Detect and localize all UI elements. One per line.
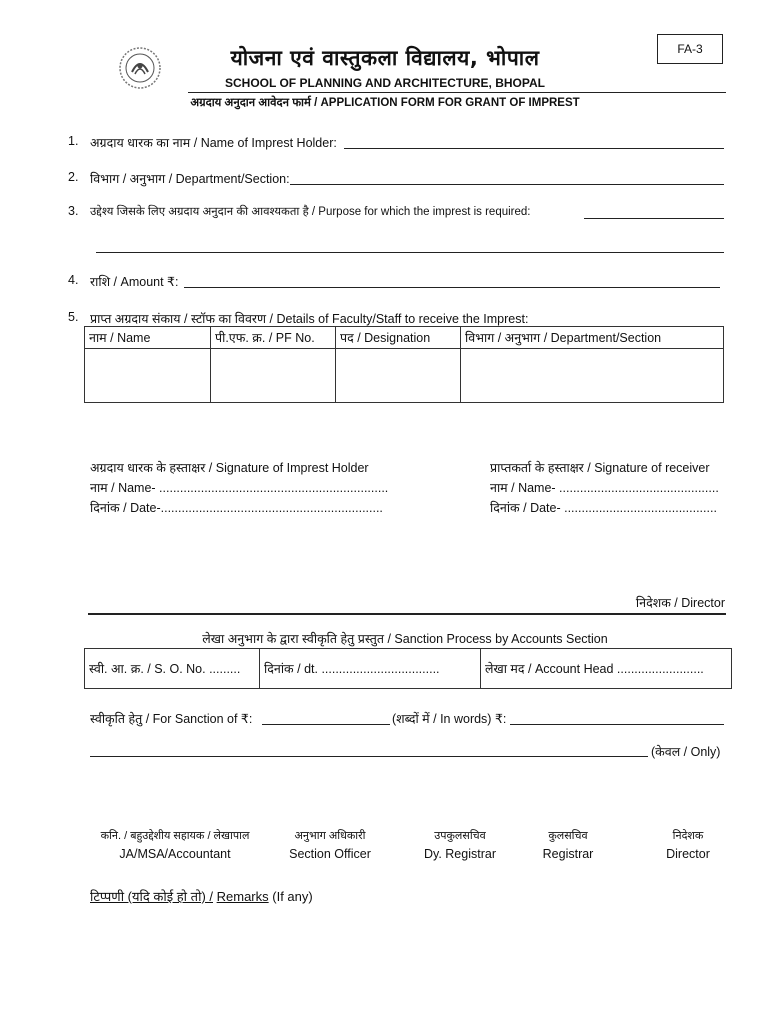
approver-english: Section Officer — [289, 847, 371, 861]
approver-hindi: उपकुलसचिव — [434, 830, 486, 842]
approver-hindi: निदेशक — [672, 830, 704, 842]
table-header-name: नाम / Name — [85, 327, 211, 349]
sanction-amount-label: स्वीकृति हेतु / For Sanction of ₹: — [90, 712, 253, 726]
approver-hindi: कनि. / बहुउद्देशीय सहायक / लेखापाल — [100, 830, 250, 842]
staff-details-label: प्राप्त अग्रदाय संकाय / स्टॉफ का विवरण / Details of Faculty/Staff to receive the Imprest: — [90, 312, 529, 326]
so-number-cell[interactable]: स्वी. आ. क्र. / S. O. No. ......... — [85, 649, 260, 689]
holder-name-line[interactable]: नाम / Name- .................................................................. — [90, 481, 389, 495]
account-head-cell[interactable]: लेखा मद / Account Head ......................... — [481, 649, 732, 689]
table-cell-department[interactable] — [461, 349, 724, 403]
header-rule — [188, 92, 726, 93]
director-signature: निदेशक / Director — [635, 596, 725, 610]
approver-hindi: अनुभाग अधिकारी — [294, 830, 366, 842]
table-cell-designation[interactable] — [336, 349, 461, 403]
purpose-label: उद्देश्य जिसके लिए अग्रदाय अनुदान की आवश्यकता है / Purpose for which the imprest is required: — [90, 206, 531, 218]
sanction-table — [84, 648, 732, 689]
approver-english: Dy. Registrar — [423, 847, 496, 861]
imprest-holder-field[interactable] — [344, 148, 724, 149]
only-label: (केवल / Only) — [651, 745, 721, 759]
in-words-continuation-field[interactable] — [90, 756, 648, 757]
table-header-department: विभाग / अनुभाग / Department/Section — [461, 327, 724, 349]
approver-english: JA/MSA/Accountant — [119, 847, 231, 861]
table-header-designation: पद / Designation — [336, 327, 461, 349]
section-separator — [88, 613, 726, 615]
form-code-badge: FA-3 — [657, 34, 723, 64]
in-words-field[interactable] — [510, 724, 724, 725]
staff-table — [84, 326, 724, 403]
institute-title-hindi: योजना एवं वास्तुकला विद्यालय, भोपाल — [230, 46, 540, 70]
remarks-english: Remarks — [216, 889, 269, 904]
remarks-label — [90, 887, 313, 905]
table-header-pf-no: पी.एफ. क्र. / PF No. — [211, 327, 336, 349]
approver-hindi: कुलसचिव — [548, 830, 588, 842]
amount-field[interactable] — [184, 287, 720, 288]
receiver-signature-title: प्राप्तकर्ता के हस्ताक्षर / Signature of receiver — [490, 461, 710, 475]
imprest-holder-label: अग्रदाय धारक का नाम / Name of Imprest Holder: — [90, 136, 337, 150]
field-number: 3. — [68, 204, 79, 218]
field-number: 4. — [68, 273, 79, 287]
receiver-name-line[interactable]: नाम / Name- .............................................. — [490, 481, 719, 495]
department-field[interactable] — [290, 184, 724, 185]
holder-signature-title: अग्रदाय धारक के हस्ताक्षर / Signature of Imprest Holder — [90, 461, 369, 475]
table-cell-pf-no[interactable] — [211, 349, 336, 403]
field-number: 5. — [68, 310, 79, 324]
remarks-hindi: टिप्पणी (यदि कोई हो तो) / — [90, 889, 213, 904]
remarks-suffix: (If any) — [272, 889, 313, 904]
purpose-field-continuation[interactable] — [96, 252, 724, 253]
sanction-heading: लेखा अनुभाग के द्वारा स्वीकृति हेतु प्रस्तुत / Sanction Process by Accounts Section — [202, 632, 608, 646]
form-subtitle: अग्रदाय अनुदान आवेदन फार्म / APPLICATION FORM FOR GRANT OF IMPREST — [190, 97, 580, 109]
amount-label: राशि / Amount ₹: — [90, 275, 179, 289]
approver-english: Registrar — [542, 847, 594, 861]
sanction-date-cell[interactable]: दिनांक / dt. .................................. — [260, 649, 481, 689]
receiver-date-line[interactable]: दिनांक / Date- ............................................ — [490, 501, 717, 515]
sanction-amount-field[interactable] — [262, 724, 390, 725]
purpose-field[interactable] — [584, 218, 724, 219]
institute-title-english: SCHOOL OF PLANNING AND ARCHITECTURE, BHOPAL — [225, 76, 545, 90]
department-label: विभाग / अनुभाग / Department/Section: — [90, 172, 290, 186]
approver-english: Director — [666, 847, 710, 861]
in-words-label: (शब्दों में / In words) ₹: — [392, 712, 507, 726]
table-cell-name[interactable] — [85, 349, 211, 403]
field-number: 1. — [68, 134, 79, 148]
field-number: 2. — [68, 170, 79, 184]
holder-date-line[interactable]: दिनांक / Date-................................................................ — [90, 501, 383, 515]
